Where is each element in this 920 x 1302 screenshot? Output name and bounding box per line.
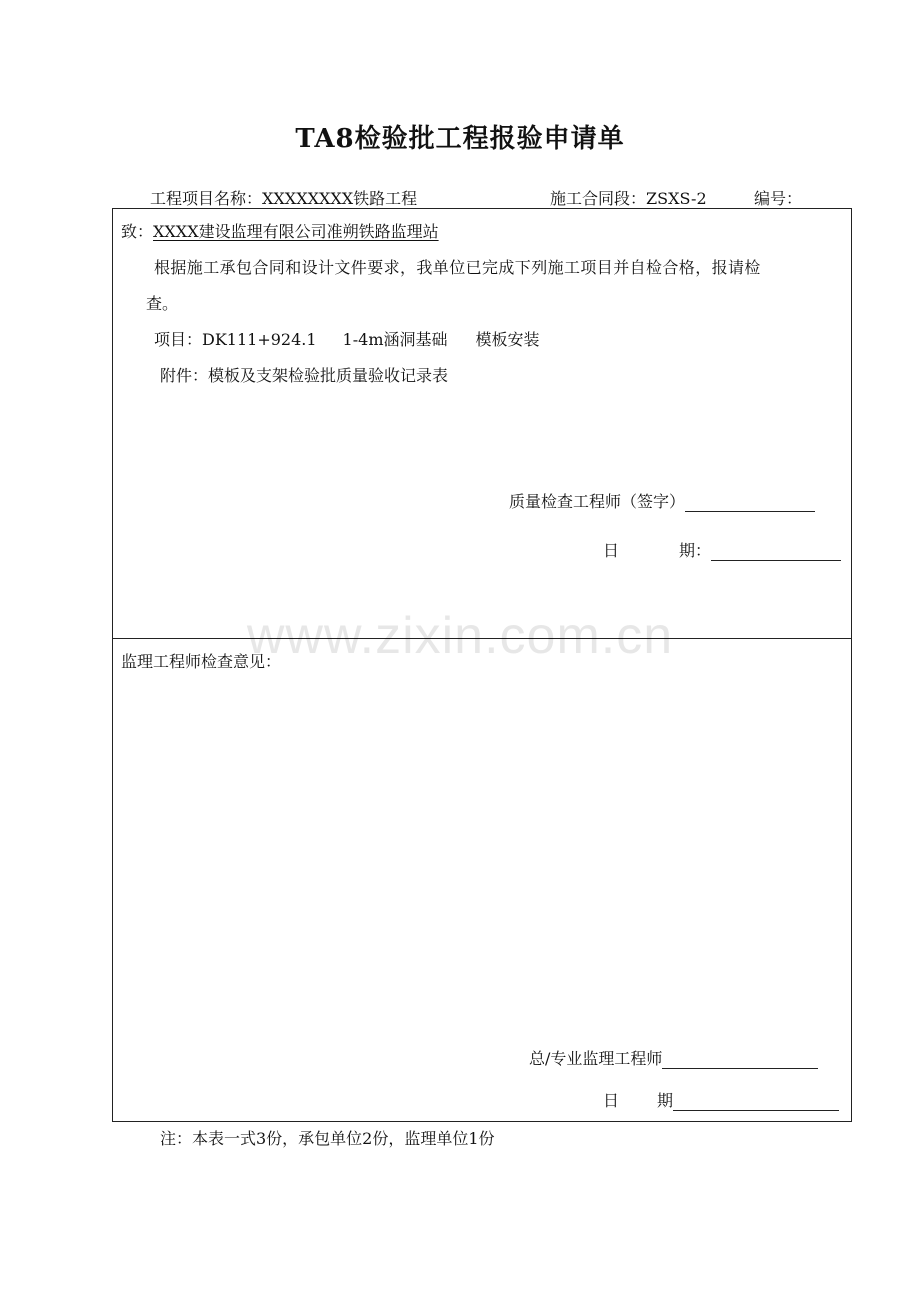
project-label: 项目：: [154, 330, 203, 349]
footnote: 注：本表一式3份，承包单位2份，监理单位1份: [160, 1129, 495, 1148]
addressee-label: 致：: [121, 222, 154, 241]
attachment-value: 模板及支架检验批质量验收记录表: [208, 366, 449, 385]
quality-engineer-signature: [509, 489, 815, 512]
date-label-char1: 日: [603, 1091, 620, 1110]
addressee: [121, 219, 439, 242]
body-text-line2: 查。: [146, 294, 179, 313]
date-label-char2: 期：: [679, 541, 712, 560]
contract-section-value: ZSXS-2: [646, 189, 707, 208]
date-label-char2: 期: [657, 1091, 674, 1110]
signature-line: [662, 1052, 818, 1069]
project-name-value: XXXXXXXX铁路工程: [262, 189, 418, 208]
body-text-line1: 根据施工承包合同和设计文件要求，我单位已完成下列施工项目并自检合格，报请检: [154, 258, 761, 277]
attachment-label: 附件：: [160, 366, 209, 385]
project-name-label: 工程项目名称：: [150, 189, 263, 208]
project-mileage: DK111+924.1: [202, 330, 317, 349]
watermark: www.zixin.com.cn: [246, 607, 674, 665]
date-line-2: [603, 1088, 839, 1111]
date-label-char1: 日: [603, 541, 620, 560]
project-structure: 1-4m涵洞基础: [342, 330, 448, 349]
attachment-line: [160, 363, 448, 386]
contract-section: [550, 186, 707, 209]
signature-line: [685, 495, 815, 512]
supervisor-opinion-label: 监理工程师检查意见：: [121, 652, 282, 671]
project-name: [150, 186, 417, 209]
quality-engineer-label: 质量检查工程师（签字）: [509, 492, 686, 511]
contract-section-label: 施工合同段：: [550, 189, 647, 208]
date-input-line: [711, 544, 841, 561]
project-work: 模板安装: [475, 330, 540, 349]
addressee-value: XXXX建设监理有限公司准朔铁路监理站: [153, 222, 439, 241]
chief-supervisor-signature: [529, 1046, 818, 1069]
date-line-1: [603, 538, 841, 561]
date-input-line: [673, 1094, 839, 1111]
form-number-label: 编号：: [754, 189, 803, 208]
page-title: TA8检验批工程报验申请单: [295, 124, 625, 154]
chief-supervisor-label: 总/专业监理工程师: [529, 1049, 663, 1068]
project-line: [154, 327, 540, 350]
